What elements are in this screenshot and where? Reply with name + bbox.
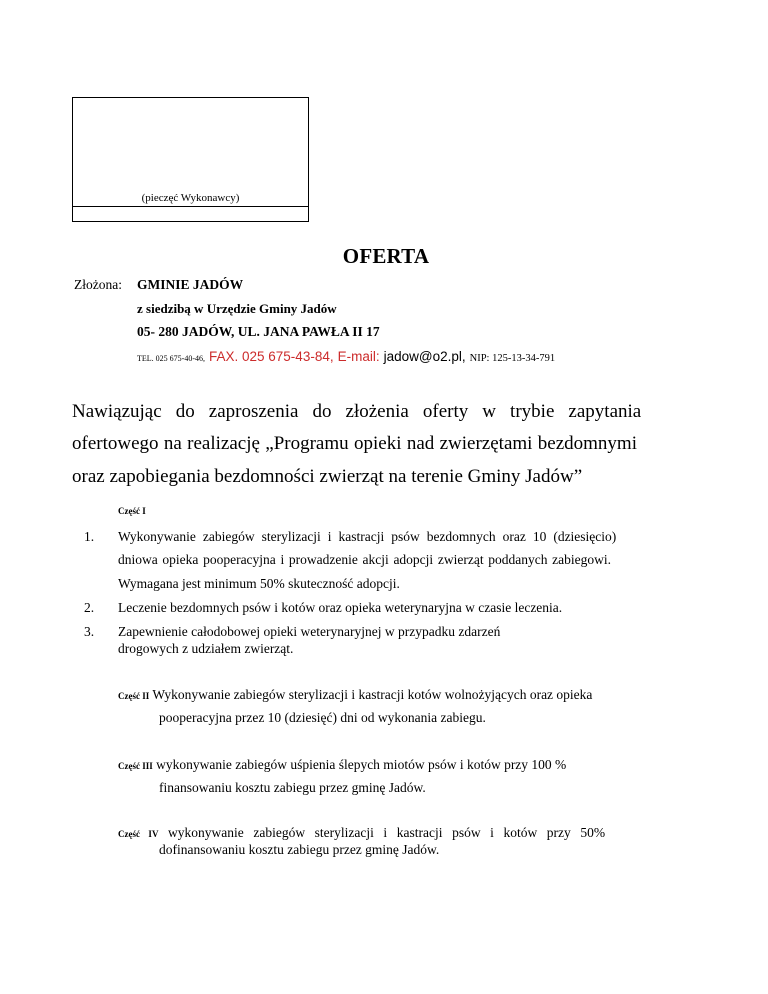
list-item-number: 1. (84, 529, 95, 544)
email-label: E-mail: (337, 349, 380, 364)
part-3-label: Część III (118, 761, 153, 771)
intro-line-2: ofertowego na realizację „Programu opieki nad zwierzętami bezdomnymi (72, 433, 637, 454)
nip-number: NIP: 125-13-34-791 (469, 353, 556, 364)
part-2-line-1 (118, 687, 592, 703)
intro-line-3: oraz zapobiegania bezdomności zwierząt na terenie Gminy Jadów” (72, 466, 583, 487)
list-item-text: Zapewnienie całodobowej opieki weterynaryjnej w przypadku zdarzeń (118, 624, 501, 639)
list-item-number: 3. (84, 624, 95, 639)
fax-number: FAX. 025 675-43-84, (209, 349, 334, 364)
address-line-1: GMINIE JADÓW (137, 277, 244, 292)
page-title: OFERTA (342, 244, 430, 268)
address-label: Złożona: (74, 277, 122, 292)
stamp-box (72, 97, 309, 222)
part-3-line-1 (118, 757, 566, 773)
list-item-number: 2. (84, 600, 95, 615)
part-3-line-2: finansowaniu kosztu zabiegu przez gminę Jadów. (159, 780, 426, 795)
tel-number: TEL. 025 675-40-46, (137, 354, 205, 363)
list-item-text: Wykonywanie zabiegów sterylizacji i kastracji psów bezdomnych oraz 10 (dziesięcio) (118, 529, 617, 544)
part-4-label: Część IV (118, 829, 159, 839)
stamp-divider (72, 206, 309, 207)
email-address[interactable]: jadow@o2.pl, (383, 349, 466, 364)
list-item-text: drogowych z udziałem zwierząt. (118, 641, 294, 656)
part-4-text: wykonywanie zabiegów sterylizacji i kastracji psów i kotów przy 50% (168, 825, 606, 840)
list-item-text: Wymagana jest minimum 50% skuteczność adopcji. (118, 576, 400, 591)
part-2-line-2: pooperacyjna przez 10 (dziesięć) dni od wykonania zabiegu. (159, 710, 486, 725)
part-2-text: Wykonywanie zabiegów sterylizacji i kastracji kotów wolnożyjących oraz opieka (152, 687, 593, 702)
part-3-text: wykonywanie zabiegów uśpienia ślepych miotów psów i kotów przy 100 % (156, 757, 567, 772)
part-4-line-2: dofinansowaniu kosztu zabiegu przez gminę Jadów. (159, 842, 440, 857)
part-2-label: Część II (118, 691, 150, 701)
stamp-caption: (pieczęć Wykonawcy) (141, 192, 240, 204)
address-line-2: z siedzibą w Urzędzie Gminy Jadów (137, 301, 337, 316)
list-item-text: dniowa opieka pooperacyjna i prowadzenie akcji adopcji zwierząt poddanych zabiegowi. (118, 552, 611, 567)
contact-line (137, 348, 555, 366)
part-1-label: Część I (118, 506, 146, 516)
part-4-line-1 (118, 825, 605, 841)
list-item-text: Leczenie bezdomnych psów i kotów oraz opieka weterynaryjna w czasie leczenia. (118, 600, 563, 615)
intro-line-1: Nawiązując do zaproszenia do złożenia oferty w trybie zapytania (72, 401, 642, 422)
address-line-3: 05- 280 JADÓW, UL. JANA PAWŁA II 17 (137, 324, 380, 339)
